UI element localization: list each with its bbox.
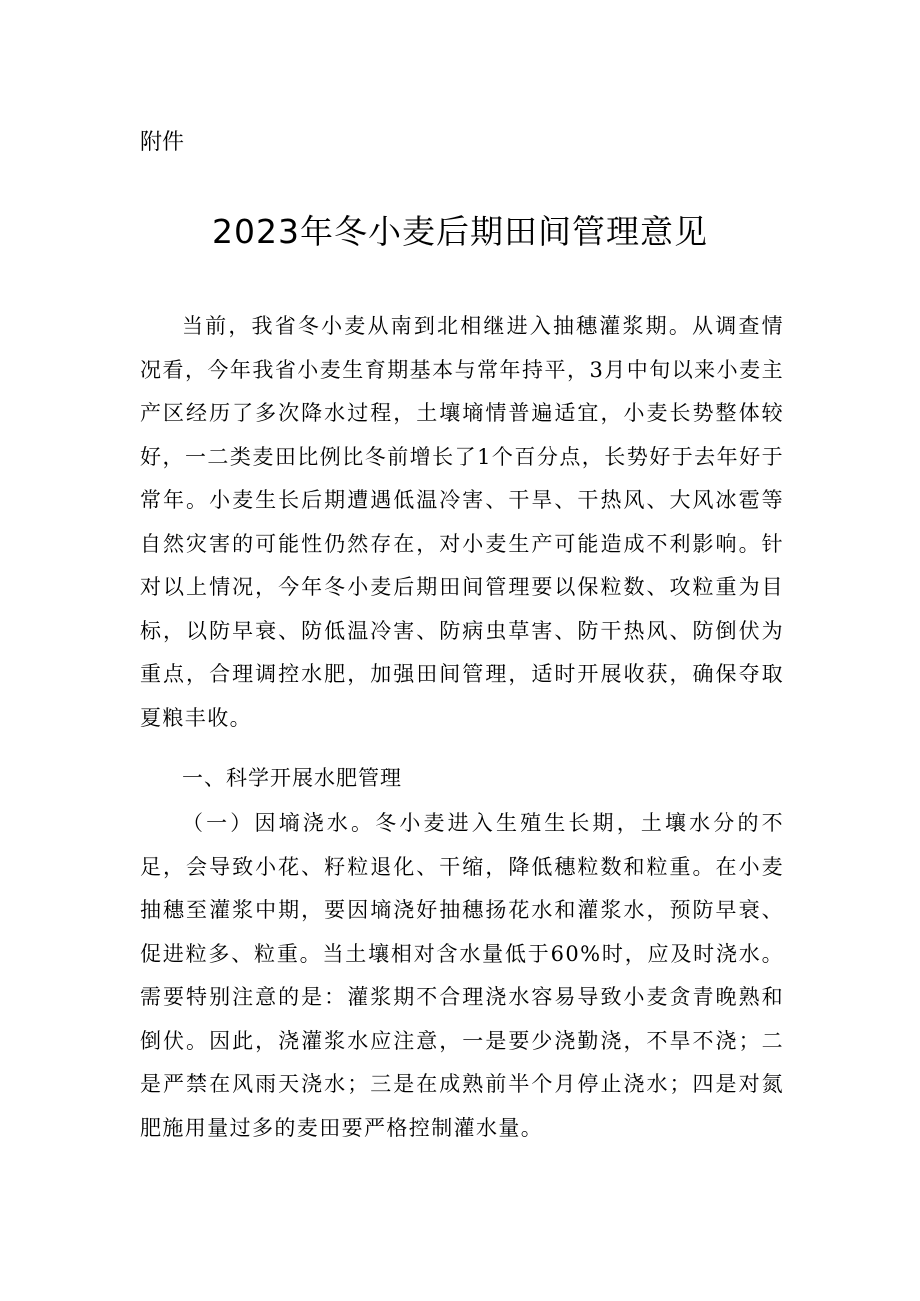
section-heading-water-fertilizer: 一、科学开展水肥管理 xyxy=(182,766,402,790)
intro-paragraph: 当前，我省冬小麦从南到北相继进入抽穗灌浆期。从调查情况看，今年我省小麦生育期基本与常年持平，3月中旬以来小麦主产区经历了多次降水过程，土壤墒情普遍适宜，小麦长势整体较好，一二类麦田比例比冬前增长了1个百分点，长势好于去年好于常年。小麦生长后期遭遇低温冷害、干旱、干热风、大风冰雹等自然灾害的可能性仍然存在，对小麦生产可能造成不利影响。针对以上情况，今年冬小麦后期田间管理要以保粒数、攻粒重为目标，以防早衰、防低温冷害、防病虫草害、防干热风、防倒伏为重点，合理调控水肥，加强田间管理，适时开展收获，确保夺取夏粮丰收。 xyxy=(140,314,784,730)
irrigation-paragraph: （一）因墒浇水。冬小麦进入生殖生长期，土壤水分的不足，会导致小花、籽粒退化、干缩，降低穗粒数和粒重。在小麦抽穗至灌浆中期，要因墒浇好抽穗扬花水和灌浆水，预防早衰、促进粒多、粒重。当土壤相对含水量低于60%时，应及时浇水。需要特别注意的是：灌浆期不合理浇水容易导致小麦贪青晚熟和倒伏。因此，浇灌浆水应注意，一是要少浇勤浇，不旱不浇；二是严禁在风雨天浇水；三是在成熟前半个月停止浇水；四是对氮肥施用量过多的麦田要严格控制灌水量。 xyxy=(140,811,784,1140)
attachment-label: 附件 xyxy=(140,130,185,155)
document-title: 2023年冬小麦后期田间管理意见 xyxy=(212,212,708,251)
